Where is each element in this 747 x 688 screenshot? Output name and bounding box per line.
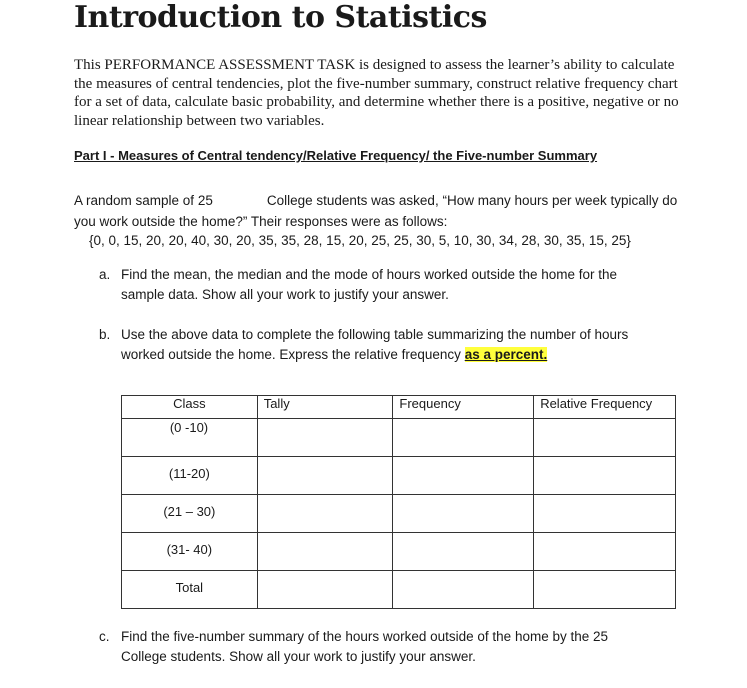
- tally-cell[interactable]: [257, 571, 393, 609]
- tally-cell[interactable]: [257, 495, 393, 533]
- table-header-row: [122, 396, 676, 419]
- part-heading: Part I - Measures of Central tendency/Relative Frequency/ the Five-number Summary: [74, 148, 598, 163]
- class-cell: (31- 40): [122, 533, 258, 571]
- table-row: [122, 533, 676, 571]
- class-cell: (11-20): [122, 457, 258, 495]
- highlight-percent: as a percent.: [464, 347, 548, 362]
- relative-frequency-cell[interactable]: [534, 533, 676, 571]
- tally-cell[interactable]: [257, 457, 393, 495]
- header-tally: Tally: [257, 396, 393, 419]
- item-b-text: Use the above data to complete the following table summarizing the number of hours worked outside the home. Express the relative frequency: [121, 327, 629, 362]
- class-cell: (21 – 30): [122, 495, 258, 533]
- frequency-cell[interactable]: [393, 419, 534, 457]
- header-class: Class: [122, 396, 258, 419]
- table-row: [122, 495, 676, 533]
- header-frequency: Frequency: [393, 396, 534, 419]
- header-relative-frequency: Relative Frequency: [534, 396, 676, 419]
- item-b-letter: b.: [99, 327, 111, 342]
- frequency-cell[interactable]: [393, 571, 534, 609]
- item-a-text: Find the mean, the median and the mode of hours worked outside the home for the sample data. Show all your work to justify your answer.: [121, 267, 618, 302]
- relative-frequency-cell[interactable]: [534, 457, 676, 495]
- question-text-part2: College students was asked, “How many hours per week typically do you work outside the home?” Their responses were as follows:: [74, 193, 678, 229]
- frequency-cell[interactable]: [393, 457, 534, 495]
- first-class-label: (0 -10): [169, 420, 209, 435]
- relative-frequency-cell[interactable]: [534, 419, 676, 457]
- item-a-letter: a.: [99, 267, 111, 282]
- intro-paragraph: This PERFORMANCE ASSESSMENT TASK is designed to assess the learner’s ability to calculate the measures of central tendencies, plot the five-number summary, construct relative frequency chart for a set of data, calculate basic probability, and determine whether there is a positive, negative or no linear relationship between two variables.: [74, 57, 679, 129]
- question-text: [74, 190, 694, 232]
- item-b-text-wrap: [121, 325, 661, 365]
- document-title: Introduction to Statistics: [74, 0, 487, 35]
- table-row: [122, 571, 676, 609]
- frequency-cell[interactable]: [393, 533, 534, 571]
- item-c-letter: c.: [99, 629, 110, 644]
- frequency-cell[interactable]: [393, 495, 534, 533]
- table-row: [122, 457, 676, 495]
- relative-frequency-cell[interactable]: [534, 571, 676, 609]
- tally-cell[interactable]: [257, 533, 393, 571]
- tally-cell[interactable]: [257, 419, 393, 457]
- class-cell: Total: [122, 571, 258, 609]
- data-set: {0, 0, 15, 20, 20, 40, 30, 20, 35, 35, 28, 15, 20, 25, 25, 30, 5, 10, 30, 34, 28, 30, 35, 15, 25}: [89, 233, 631, 248]
- question-text-part1: A random sample of 25: [74, 193, 213, 208]
- item-c-text: Find the five-number summary of the hours worked outside of the home by the 25 College students. Show all your work to justify your answer.: [121, 629, 609, 664]
- relative-frequency-cell[interactable]: [534, 495, 676, 533]
